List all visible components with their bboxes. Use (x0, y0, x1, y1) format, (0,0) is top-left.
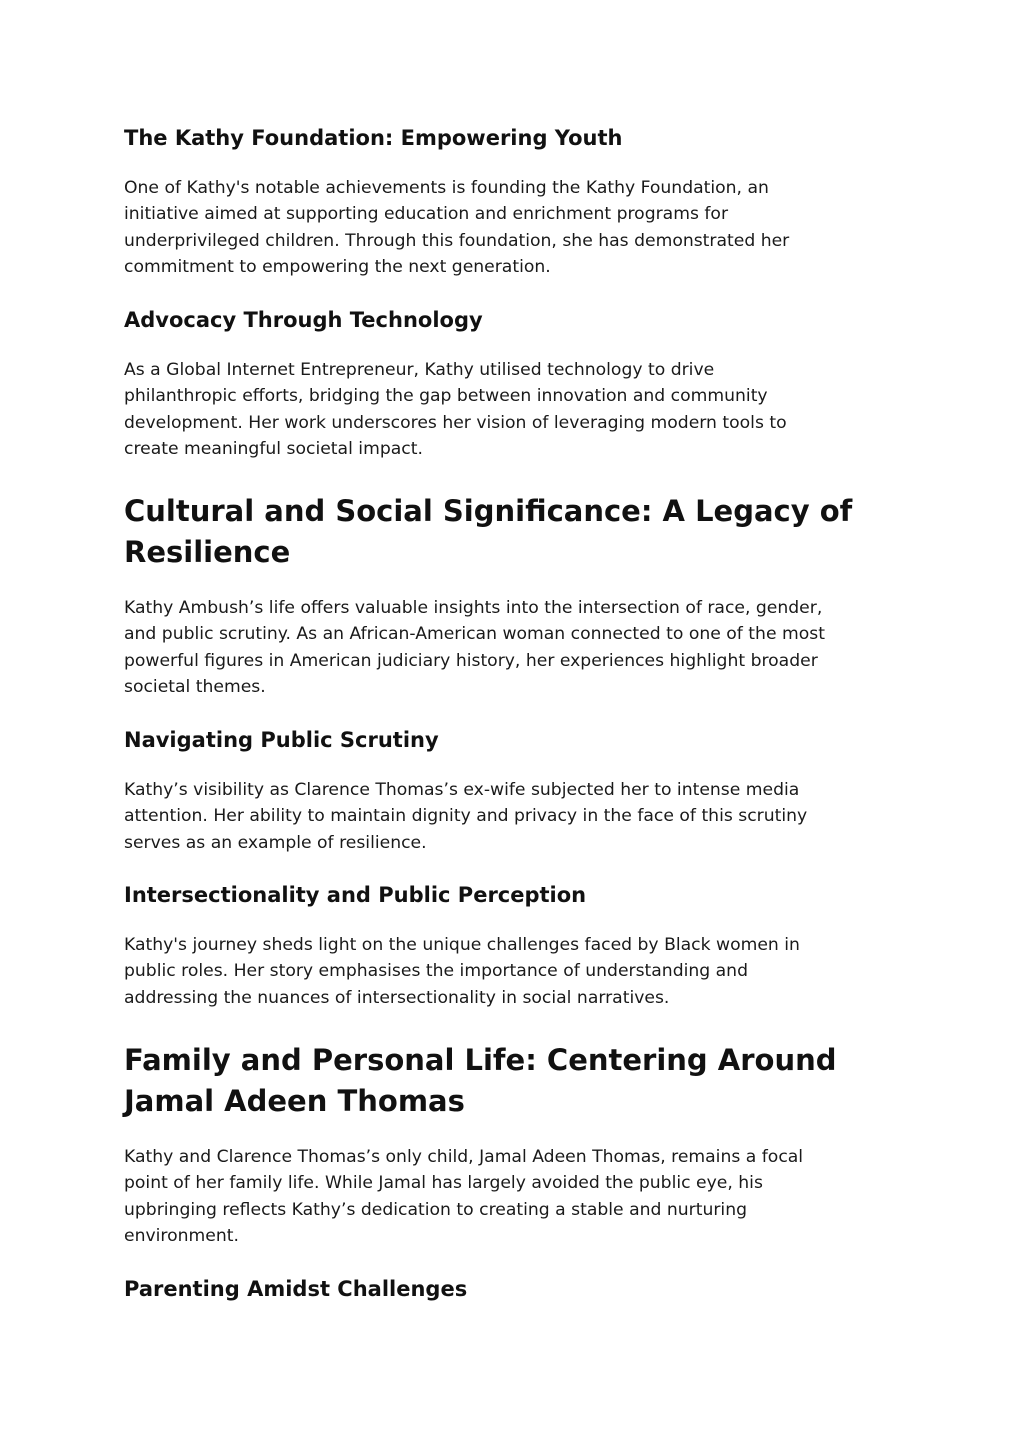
paragraph-advocacy-technology (124, 357, 787, 462)
heading-line: Jamal Adeen Thomas (124, 1084, 465, 1118)
paragraph-line: upbringing reflects Kathy’s dedication to creating a stable and nurturing (124, 1199, 748, 1220)
paragraph-line: underprivileged children. Through this foundation, she has demonstrated her (124, 230, 790, 251)
paragraph-line: Kathy's journey sheds light on the unique challenges faced by Black women in (124, 935, 800, 955)
paragraph-kathy-foundation (124, 175, 789, 280)
heading-family-personal-life (124, 1040, 914, 1122)
paragraph-family-personal-life (124, 1144, 803, 1249)
heading-intersectionality: Intersectionality and Public Perception (124, 883, 587, 907)
heading-cultural-social-significance (124, 491, 914, 573)
paragraph-line: and public scrutiny. As an African-American woman connected to one of the most (124, 624, 825, 645)
heading-advocacy-technology: Advocacy Through Technology (124, 308, 483, 332)
paragraph-line: point of her family life. While Jamal has largely avoided the public eye, his (124, 1173, 763, 1194)
paragraph-navigating-public-scrutiny (124, 777, 807, 856)
paragraph-line: Kathy and Clarence Thomas’s only child, Jamal Adeen Thomas, remains a focal (124, 1147, 804, 1167)
paragraph-line: attention. Her ability to maintain dignity and privacy in the face of this scrutiny (124, 806, 808, 827)
paragraph-line: One of Kathy's notable achievements is founding the Kathy Foundation, an (124, 178, 769, 198)
paragraph-line: Kathy Ambush’s life offers valuable insights into the intersection of race, gender, (124, 598, 823, 618)
paragraph-intersectionality (124, 932, 800, 1011)
heading-line: Cultural and Social Significance: A Legacy of (124, 494, 853, 528)
paragraph-line: philanthropic efforts, bridging the gap between innovation and community (124, 386, 768, 407)
paragraph-line: create meaningful societal impact. (124, 438, 423, 459)
paragraph-line: Kathy’s visibility as Clarence Thomas’s ex-wife subjected her to intense media (124, 780, 800, 800)
paragraph-line: development. Her work underscores her vision of leveraging modern tools to (124, 412, 787, 433)
paragraph-line: addressing the nuances of intersectionality in social narratives. (124, 987, 670, 1008)
paragraph-cultural-social-significance (124, 595, 825, 700)
paragraph-line: societal themes. (124, 676, 266, 697)
heading-parenting-amidst-challenges: Parenting Amidst Challenges (124, 1277, 468, 1301)
paragraph-line: public roles. Her story emphasises the importance of understanding and (124, 961, 748, 982)
paragraph-line: initiative aimed at supporting education and enrichment programs for (124, 204, 729, 225)
paragraph-line: commitment to empowering the next generation. (124, 256, 551, 277)
heading-line: Family and Personal Life: Centering Around (124, 1043, 837, 1077)
paragraph-line: serves as an example of resilience. (124, 832, 427, 853)
heading-navigating-public-scrutiny: Navigating Public Scrutiny (124, 728, 439, 752)
heading-line: Resilience (124, 535, 291, 569)
paragraph-line: powerful figures in American judiciary history, her experiences highlight broader (124, 650, 818, 671)
paragraph-line: As a Global Internet Entrepreneur, Kathy utilised technology to drive (124, 360, 715, 380)
heading-kathy-foundation: The Kathy Foundation: Empowering Youth (124, 126, 623, 150)
paragraph-line: environment. (124, 1225, 239, 1246)
